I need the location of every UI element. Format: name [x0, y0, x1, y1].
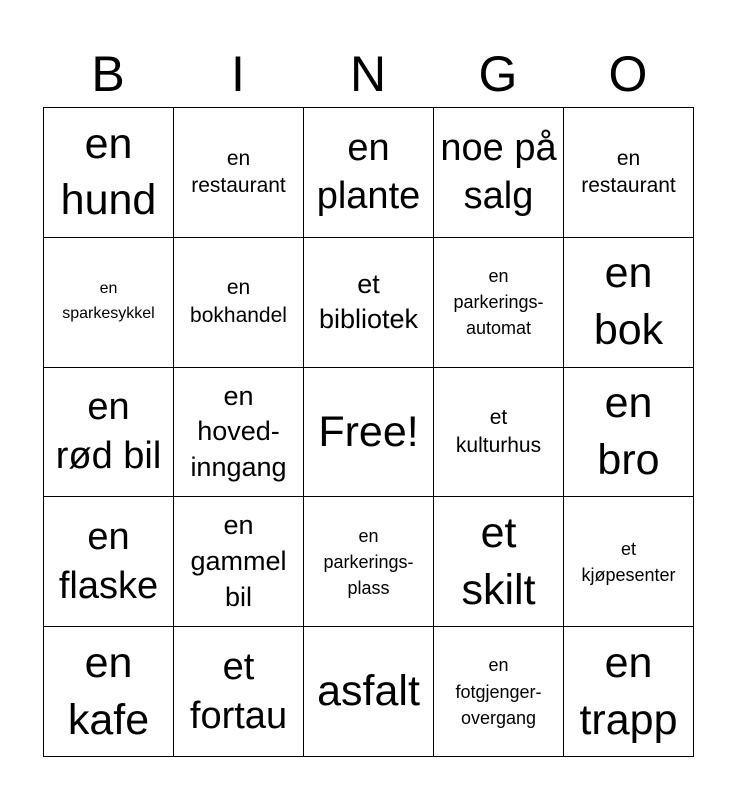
- bingo-header: [43, 40, 693, 108]
- bingo-cell-r4-c3[interactable]: [304, 497, 434, 627]
- bingo-cell-text: asfalt: [317, 667, 420, 716]
- bingo-cell-r2-c3[interactable]: [304, 238, 434, 368]
- bingo-cell-text: et kjøpesenter: [581, 538, 676, 585]
- bingo-board: [43, 107, 694, 757]
- bingo-cell-text: en bok: [593, 249, 664, 355]
- bingo-cell-text: Free!: [318, 407, 419, 456]
- bingo-cell-r1-c2[interactable]: [174, 108, 304, 238]
- header-letter-b: B: [91, 46, 125, 102]
- bingo-cell-text: en parkerings- plass: [323, 525, 414, 598]
- bingo-cell-text: en hoved- inngang: [190, 380, 287, 482]
- bingo-cell-r1-c4[interactable]: [434, 108, 564, 238]
- bingo-cell-text: en rød bil: [55, 386, 162, 477]
- header-letter-n: N: [349, 46, 387, 102]
- bingo-cell-text: en bro: [597, 379, 660, 484]
- bingo-cell-r5-c2[interactable]: [174, 627, 304, 757]
- bingo-cell-text: en bokhandel: [190, 276, 287, 328]
- bingo-cell-r3-c3[interactable]: [304, 368, 434, 498]
- bingo-cell-text: en restaurant: [191, 146, 286, 198]
- bingo-cell-text: en kafe: [67, 638, 150, 744]
- bingo-cell-r2-c4[interactable]: [434, 238, 564, 368]
- header-letter-i: I: [231, 46, 245, 102]
- bingo-cell-text: et bibliotek: [318, 268, 419, 335]
- bingo-cell-r2-c5[interactable]: [564, 238, 694, 368]
- bingo-cell-text: et fortau: [189, 645, 288, 737]
- bingo-cell-text: noe på salg: [440, 126, 557, 218]
- bingo-cell-text: en gammel bil: [190, 510, 287, 612]
- bingo-cell-r2-c2[interactable]: [174, 238, 304, 368]
- bingo-cell-r1-c3[interactable]: [304, 108, 434, 238]
- bingo-cell-r3-c5[interactable]: [564, 368, 694, 498]
- bingo-cell-r4-c5[interactable]: [564, 497, 694, 627]
- bingo-cell-text: et skilt: [461, 509, 536, 614]
- bingo-cell-r4-c4[interactable]: [434, 497, 564, 627]
- bingo-cell-text: en hund: [60, 119, 157, 225]
- bingo-cell-r5-c1[interactable]: [44, 627, 174, 757]
- bingo-cell-text: en fotgjenger- overgang: [455, 655, 542, 728]
- bingo-cell-r5-c3[interactable]: [304, 627, 434, 757]
- header-letter-g: G: [478, 46, 518, 102]
- bingo-cell-r5-c5[interactable]: [564, 627, 694, 757]
- bingo-cell-text: en parkerings- automat: [453, 266, 544, 339]
- bingo-cell-text: et kulturhus: [455, 406, 542, 457]
- bingo-cell-r2-c1[interactable]: [44, 238, 174, 368]
- bingo-cell-text: en plante: [316, 126, 421, 218]
- bingo-cell-r5-c4[interactable]: [434, 627, 564, 757]
- bingo-cell-r3-c1[interactable]: [44, 368, 174, 498]
- bingo-cell-text: en flaske: [58, 516, 159, 607]
- bingo-cell-r4-c1[interactable]: [44, 497, 174, 627]
- bingo-cell-r4-c2[interactable]: [174, 497, 304, 627]
- header-letter-o: O: [608, 46, 648, 102]
- bingo-cell-text: en restaurant: [581, 146, 676, 198]
- bingo-cell-r1-c1[interactable]: [44, 108, 174, 238]
- bingo-cell-r3-c2[interactable]: [174, 368, 304, 498]
- bingo-cell-text: en sparkesykkel: [62, 280, 155, 323]
- bingo-cell-r3-c4[interactable]: [434, 368, 564, 498]
- bingo-cell-r1-c5[interactable]: [564, 108, 694, 238]
- bingo-cell-text: en trapp: [579, 638, 678, 744]
